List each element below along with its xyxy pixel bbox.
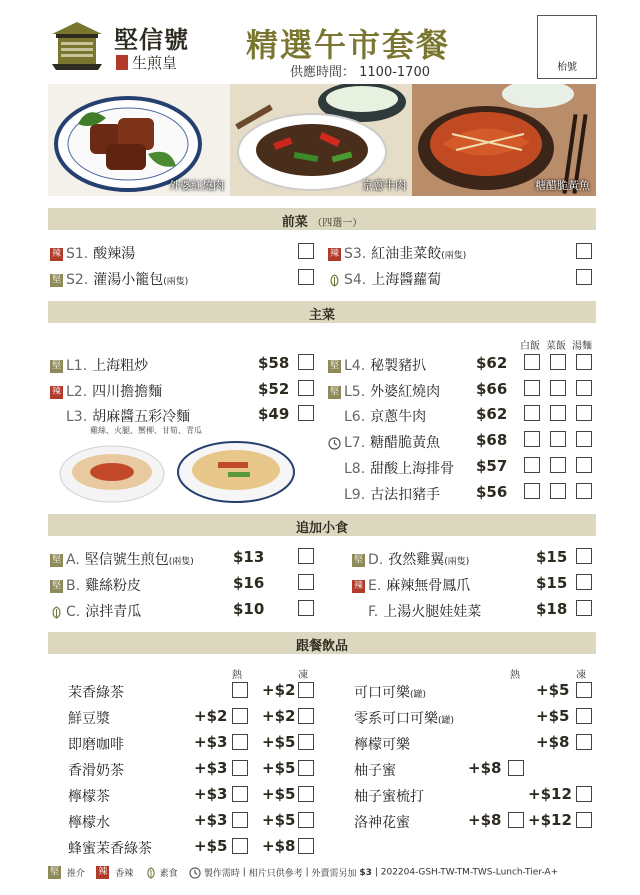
- photo-caption: 外婆紅燒肉: [169, 179, 224, 192]
- item-code: D.: [368, 552, 384, 568]
- section-band-snacks: [48, 514, 596, 536]
- checkbox-rice[interactable]: [524, 457, 540, 473]
- main-item: [344, 406, 426, 424]
- section-title: 前菜: [281, 215, 308, 230]
- item-code: L3.: [66, 409, 88, 425]
- checkbox[interactable]: [576, 548, 592, 564]
- drink-cold-price: +$8: [262, 837, 296, 855]
- checkbox-cold[interactable]: [298, 708, 314, 724]
- drink-cold-price: +$2: [262, 681, 296, 699]
- item-note: (兩隻): [441, 251, 467, 261]
- item-code: L8.: [344, 461, 366, 477]
- item-price: $56: [476, 483, 508, 501]
- option-rice: 白飯: [520, 341, 540, 352]
- checkbox-hot[interactable]: [508, 812, 524, 828]
- takeaway-price: $3: [359, 868, 372, 878]
- checkbox[interactable]: [298, 380, 314, 396]
- item-name: 雞絲粉皮: [85, 578, 142, 594]
- drink-hot-price: +$8: [468, 759, 502, 777]
- item-name: 上海粗炒: [92, 358, 149, 374]
- checkbox-rice[interactable]: [524, 483, 540, 499]
- dish-photos: [48, 84, 596, 196]
- section-band-starters: [48, 208, 596, 230]
- checkbox-cold[interactable]: [576, 682, 592, 698]
- recommend-icon: 堅: [51, 554, 61, 565]
- legend-prep-time: 製作需時: [203, 869, 240, 879]
- checkbox-veg-rice[interactable]: [550, 431, 566, 447]
- checkbox[interactable]: [298, 405, 314, 421]
- menu-code: 202204-GSH-TW-TM-TWS-Lunch-Tier-A+: [380, 867, 559, 878]
- checkbox-noodle-soup[interactable]: [576, 405, 592, 421]
- checkbox-rice[interactable]: [524, 380, 540, 396]
- main-item: [344, 484, 440, 502]
- snack-item: [368, 601, 481, 619]
- item-name: 灌湯小籠包: [93, 272, 164, 288]
- snack-item: [352, 549, 469, 567]
- item-code: L1.: [66, 358, 88, 374]
- main-item: [50, 381, 162, 399]
- checkbox-cold[interactable]: [298, 786, 314, 802]
- section-band-mains: [48, 301, 596, 323]
- recommend-icon: 堅: [51, 580, 61, 591]
- checkbox-noodle-soup[interactable]: [576, 483, 592, 499]
- photo-caption: 糖醋脆黃魚: [535, 179, 590, 192]
- item-price: $68: [476, 431, 508, 449]
- photo-braised-pork: [48, 84, 230, 196]
- checkbox[interactable]: [298, 243, 314, 259]
- pavilion-logo-icon: [48, 20, 106, 72]
- drink-item: [354, 708, 454, 726]
- drink-cold-price: +$8: [536, 733, 570, 751]
- drink-name: 檸檬水: [68, 815, 110, 831]
- checkbox-cold[interactable]: [576, 708, 592, 724]
- checkbox[interactable]: [298, 269, 314, 285]
- item-code: S3.: [344, 246, 367, 262]
- section-title: 跟餐飲品: [295, 639, 348, 654]
- drink-note: (罐): [410, 690, 427, 700]
- table-number-label: 枱號: [557, 62, 577, 73]
- photo-fish: [412, 84, 596, 196]
- item-name: 涼拌青瓜: [85, 604, 142, 620]
- spicy-icon: 辣: [353, 580, 363, 591]
- starter-item: [328, 243, 466, 261]
- brand-name: 堅信號: [114, 26, 189, 54]
- divider: |: [242, 867, 246, 878]
- drink-name: 檸檬茶: [68, 789, 110, 805]
- item-code: S2.: [66, 272, 89, 288]
- main-item: [66, 406, 190, 424]
- spicy-icon: 辣: [51, 386, 61, 397]
- recommend-icon: 堅: [353, 554, 363, 565]
- item-name: 秘製豬扒: [370, 358, 427, 374]
- checkbox-rice[interactable]: [524, 354, 540, 370]
- item-price: $15: [536, 548, 568, 566]
- checkbox[interactable]: [298, 548, 314, 564]
- checkbox-hot[interactable]: [232, 786, 248, 802]
- table-number-box[interactable]: [537, 15, 597, 79]
- checkbox-hot[interactable]: [232, 708, 248, 724]
- item-code: L7.: [344, 435, 366, 451]
- checkbox-rice[interactable]: [524, 405, 540, 421]
- noodle-ingredients: 雞絲、火腿、蟹柳、甘筍、青瓜: [90, 426, 202, 435]
- checkbox[interactable]: [576, 269, 592, 285]
- main-item: [328, 432, 440, 450]
- checkbox-noodle-soup[interactable]: [576, 354, 592, 370]
- checkbox-veg-rice[interactable]: [550, 354, 566, 370]
- checkbox-hot[interactable]: [508, 760, 524, 776]
- section-title: 追加小食: [295, 521, 348, 536]
- drink-hot-price: +$3: [194, 733, 228, 751]
- checkbox[interactable]: [298, 600, 314, 616]
- item-price: $13: [233, 548, 265, 566]
- checkbox-cold[interactable]: [576, 734, 592, 750]
- item-name: 古法扣豬手: [370, 487, 441, 503]
- checkbox-noodle-soup[interactable]: [576, 431, 592, 447]
- checkbox[interactable]: [576, 574, 592, 590]
- item-name: 上湯火腿娃娃菜: [383, 604, 482, 620]
- drink-cold-price: +$12: [528, 785, 572, 803]
- checkbox[interactable]: [576, 600, 592, 616]
- item-price: $62: [476, 405, 508, 423]
- item-code: L4.: [344, 358, 366, 374]
- vegetarian-leaf-icon: [50, 606, 63, 619]
- drink-hot-price: +$3: [194, 811, 228, 829]
- item-note: (兩隻): [168, 557, 194, 567]
- item-name: 胡麻醬五彩冷麵: [92, 409, 191, 425]
- main-item: [50, 355, 148, 373]
- spicy-icon: 辣: [329, 248, 339, 259]
- drink-hot-price: +$3: [194, 759, 228, 777]
- item-price: $57: [476, 457, 508, 475]
- item-price: $62: [476, 354, 508, 372]
- drink-hot-price: +$2: [194, 707, 228, 725]
- item-code: L5.: [344, 384, 366, 400]
- vegetarian-leaf-icon: [145, 867, 157, 879]
- checkbox-cold[interactable]: [298, 734, 314, 750]
- checkbox[interactable]: [576, 243, 592, 259]
- drink-name: 零系可口可樂: [354, 711, 438, 727]
- checkbox-hot[interactable]: [232, 682, 248, 698]
- item-code: L9.: [344, 487, 366, 503]
- checkbox[interactable]: [298, 574, 314, 590]
- item-price: $10: [233, 600, 265, 618]
- recommend-icon: 堅: [51, 360, 61, 371]
- item-name: 酸辣湯: [93, 246, 136, 262]
- cold-header: 凍: [298, 670, 308, 681]
- item-code: S1.: [66, 246, 89, 262]
- main-item: [328, 355, 426, 373]
- checkbox-cold[interactable]: [298, 812, 314, 828]
- item-name: 四川擔擔麵: [92, 384, 163, 400]
- item-code: C.: [66, 604, 81, 620]
- item-price: $52: [258, 380, 290, 398]
- item-code: S4.: [344, 272, 367, 288]
- item-code: A.: [66, 552, 80, 568]
- recommend-icon: 堅: [329, 360, 339, 371]
- legend-spicy: 香辣: [115, 869, 134, 879]
- brand-logo: [48, 18, 193, 78]
- drink-cold-price: +$5: [262, 785, 296, 803]
- option-veg-rice: 菜飯: [546, 341, 566, 352]
- checkbox-veg-rice[interactable]: [550, 380, 566, 396]
- clock-icon: [189, 867, 201, 879]
- drink-name: 柚子蜜梳打: [354, 789, 424, 805]
- checkbox-cold[interactable]: [298, 760, 314, 776]
- hot-header: 熱: [510, 670, 520, 681]
- recommend-icon: 堅: [51, 274, 61, 285]
- section-band-drinks: [48, 632, 596, 654]
- item-price: $16: [233, 574, 265, 592]
- item-note: (兩隻): [444, 557, 470, 567]
- item-code: E.: [368, 578, 382, 594]
- checkbox-cold[interactable]: [576, 812, 592, 828]
- item-code: L6.: [344, 409, 366, 425]
- cold-noodle-images: [58, 440, 308, 504]
- checkbox-veg-rice[interactable]: [550, 457, 566, 473]
- drink-hot-price: +$5: [194, 837, 228, 855]
- drink-cold-price: +$2: [262, 707, 296, 725]
- item-price: $49: [258, 405, 290, 423]
- drink-name: 香滑奶茶: [68, 763, 124, 779]
- item-note: (兩隻): [163, 277, 189, 287]
- item-price: $15: [536, 574, 568, 592]
- drink-cold-price: +$12: [528, 811, 572, 829]
- drink-name: 鮮豆漿: [68, 711, 110, 727]
- snack-item: [50, 575, 141, 593]
- drink-cold-price: +$5: [262, 811, 296, 829]
- drink-note: (罐): [438, 716, 455, 726]
- item-name: 糖醋脆黃魚: [370, 435, 441, 451]
- item-name: 京蔥牛肉: [370, 409, 427, 425]
- item-name: 堅信號生煎包: [84, 552, 169, 568]
- spicy-icon: 辣: [51, 248, 61, 259]
- drink-name: 洛神花蜜: [354, 815, 410, 831]
- checkbox[interactable]: [298, 354, 314, 370]
- item-price: $18: [536, 600, 568, 618]
- photo-disclaimer: 相片只供參考: [248, 869, 303, 879]
- option-noodle-soup: 湯麵: [572, 341, 592, 352]
- checkbox-veg-rice[interactable]: [550, 405, 566, 421]
- divider: |: [374, 867, 378, 878]
- snack-item: [50, 549, 194, 567]
- legend-recommend: 推介: [66, 869, 85, 879]
- checkbox-cold[interactable]: [298, 682, 314, 698]
- photo-caption: 京蔥牛肉: [362, 179, 406, 192]
- drink-cold-price: +$5: [262, 733, 296, 751]
- menu-title: 精選午市套餐: [246, 26, 451, 64]
- drink-cold-price: +$5: [536, 707, 570, 725]
- checkbox-hot[interactable]: [232, 734, 248, 750]
- drink-name: 檸檬可樂: [354, 737, 410, 753]
- header: [0, 0, 640, 90]
- cold-header: 凍: [576, 670, 586, 681]
- item-name: 紅油韭菜餃: [371, 246, 442, 262]
- brand-subname: 生煎皇: [132, 54, 178, 72]
- starter-item: [50, 243, 135, 261]
- drink-name: 蜂蜜茉香綠茶: [68, 841, 152, 857]
- hot-header: 熱: [232, 670, 242, 681]
- legend-vegetarian: 素食: [159, 869, 178, 879]
- checkbox-cold[interactable]: [576, 786, 592, 802]
- spicy-icon: 辣: [98, 867, 108, 877]
- starter-item: [328, 269, 441, 287]
- starter-item: [50, 269, 188, 287]
- takeaway-note: 外賣需另加: [311, 869, 357, 879]
- checkbox-cold[interactable]: [298, 838, 314, 854]
- item-name: 甜酸上海排骨: [370, 461, 455, 477]
- footer-legend: [48, 866, 596, 886]
- snack-item: [352, 575, 470, 593]
- checkbox-veg-rice[interactable]: [550, 483, 566, 499]
- checkbox-noodle-soup[interactable]: [576, 457, 592, 473]
- drink-name: 柚子蜜: [354, 763, 396, 779]
- item-price: $58: [258, 354, 290, 372]
- photo-beef: [230, 84, 412, 196]
- drink-hot-price: +$3: [194, 785, 228, 803]
- recommend-icon: 堅: [49, 867, 59, 877]
- item-name: 孜然雞翼: [388, 552, 445, 568]
- service-hours: 供應時間： 1100-1700: [290, 65, 430, 80]
- drink-cold-price: +$5: [536, 681, 570, 699]
- checkbox-hot[interactable]: [232, 838, 248, 854]
- vegetarian-leaf-icon: [328, 274, 341, 287]
- drink-name: 即磨咖啡: [68, 737, 124, 753]
- section-subtitle: （四選一）: [312, 218, 363, 229]
- divider: |: [305, 867, 309, 878]
- brand-seal: [116, 55, 128, 70]
- drink-item: [354, 682, 426, 700]
- checkbox-hot[interactable]: [232, 812, 248, 828]
- item-price: $66: [476, 380, 508, 398]
- section-title: 主菜: [308, 308, 335, 323]
- drink-hot-price: +$8: [468, 811, 502, 829]
- item-name: 外婆紅燒肉: [370, 384, 441, 400]
- snack-item: [50, 601, 141, 619]
- drink-cold-price: +$5: [262, 759, 296, 777]
- clock-icon: [328, 437, 341, 450]
- drink-name: 茉香綠茶: [68, 685, 124, 701]
- checkbox-rice[interactable]: [524, 431, 540, 447]
- item-code: F.: [368, 604, 379, 620]
- main-item: [328, 381, 440, 399]
- item-code: L2.: [66, 384, 88, 400]
- drink-name: 可口可樂: [354, 685, 410, 701]
- checkbox-noodle-soup[interactable]: [576, 380, 592, 396]
- item-name: 上海醬蘿蔔: [371, 272, 442, 288]
- item-name: 麻辣無骨鳳爪: [386, 578, 471, 594]
- item-code: B.: [66, 578, 81, 594]
- main-item: [344, 458, 454, 476]
- checkbox-hot[interactable]: [232, 760, 248, 776]
- recommend-icon: 堅: [329, 386, 339, 397]
